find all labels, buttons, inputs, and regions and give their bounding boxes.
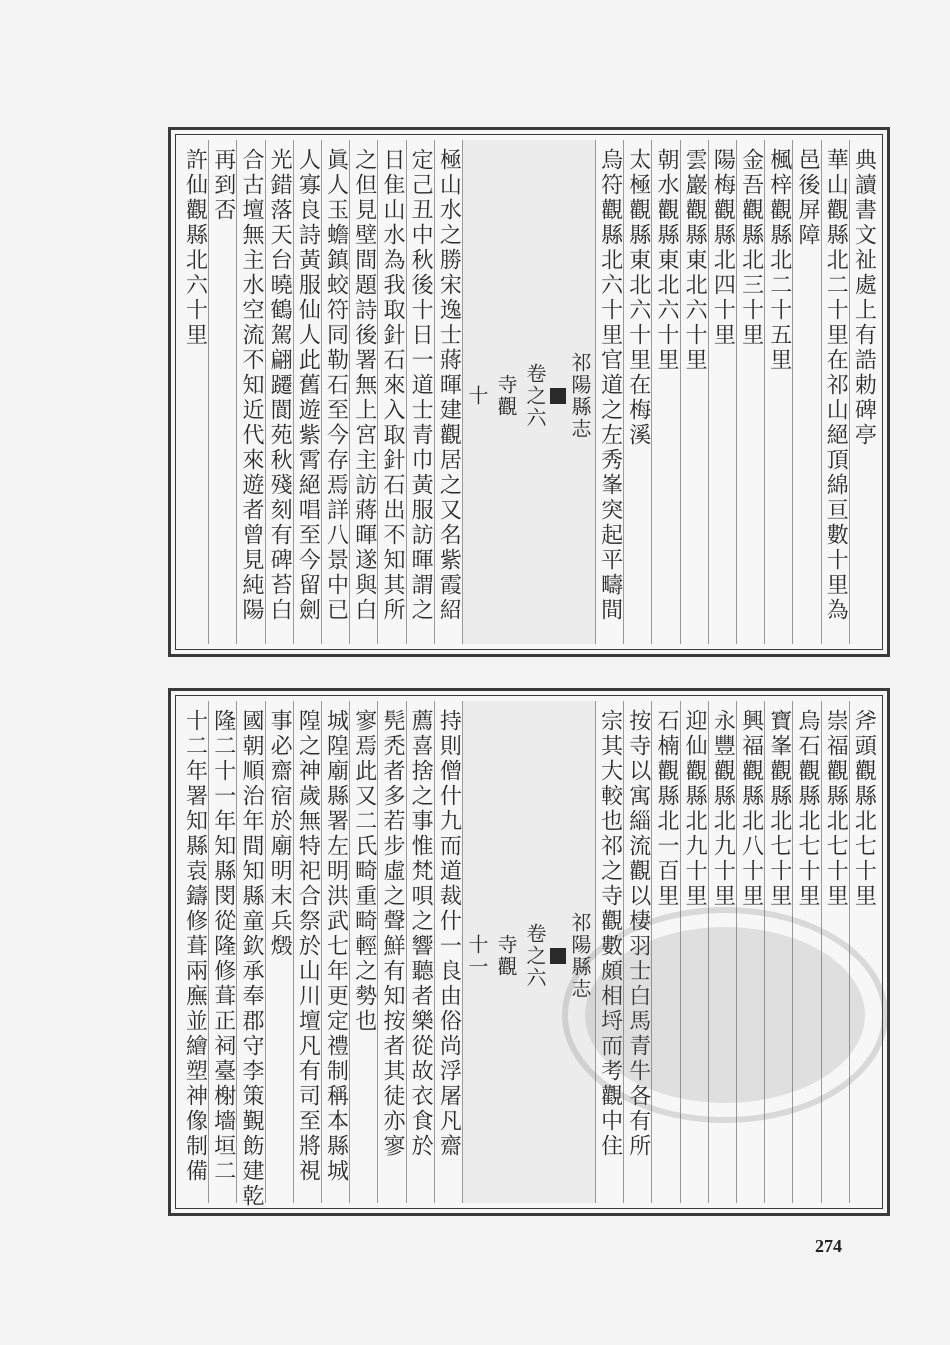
text-column — [349, 701, 377, 1203]
text-line: 日隹山水為我取針石來入取針石出不知其所 — [379, 148, 405, 623]
text-line: 人寡良詩黃服仙人此舊遊紫霄絕唱至今留劍 — [295, 148, 321, 623]
text-column — [434, 140, 462, 644]
text-column — [208, 140, 236, 644]
text-line: 城隍廟縣署左明洪武七年更定禮制稱本縣城 — [323, 709, 349, 1184]
text-column — [708, 140, 736, 644]
text-column — [680, 140, 708, 644]
text-column — [321, 140, 349, 644]
text-column — [208, 701, 236, 1203]
top-page-panel — [168, 127, 890, 657]
text-column — [595, 140, 623, 644]
center-margin-column — [462, 701, 595, 1203]
section-label: 寺觀 — [493, 374, 518, 418]
text-column — [651, 140, 679, 644]
text-column — [651, 701, 679, 1203]
text-line: 定己丑中秋後十日一道士青巾黃服訪暉謂之 — [408, 148, 434, 623]
center-margin — [463, 701, 595, 1203]
text-line: 髡禿者多若步虛之聲鮮有知按者其徒亦寥 — [379, 709, 405, 1159]
text-column — [377, 140, 405, 644]
text-column — [792, 701, 820, 1203]
text-line: 迎仙觀縣北九十里 — [682, 709, 708, 909]
text-line: 典讀書文祉處上有誥勅碑亭 — [851, 148, 877, 448]
text-line: 再到否 — [210, 148, 236, 223]
center-margin — [463, 140, 595, 644]
text-column — [377, 701, 405, 1203]
text-column — [623, 140, 651, 644]
text-line: 隍之神歲無特祀合祭於山川壇凡有司至將視 — [295, 709, 321, 1184]
book-title: 祁陽縣志 — [567, 912, 592, 1000]
text-line: 隆二十一年知縣閔從隆修葺正祠臺榭墻垣二 — [210, 709, 236, 1184]
text-line: 國朝順治年間知縣童欽承奉郡守李策覲飭建乾 — [238, 709, 264, 1209]
text-column — [595, 701, 623, 1203]
fishtail-mark — [550, 948, 566, 964]
text-line: 許仙觀縣北六十里 — [182, 148, 208, 348]
folio-number: 十一 — [464, 934, 489, 978]
text-line: 寶峯觀縣北七十里 — [766, 709, 792, 909]
text-line: 雲巖觀縣東北六十里 — [682, 148, 708, 373]
folio-number: 十 — [464, 385, 489, 407]
text-line: 興福觀縣北八十里 — [738, 709, 764, 909]
center-margin-column — [462, 140, 595, 644]
text-column — [265, 701, 293, 1203]
text-line: 烏符觀縣北六十里官道之左秀峯突起平疇間 — [597, 148, 623, 623]
text-column — [792, 140, 820, 644]
text-line: 陽梅觀縣北四十里 — [710, 148, 736, 348]
text-line: 楓梓觀縣北二十五里 — [766, 148, 792, 373]
text-column — [181, 140, 208, 644]
text-line: 寥焉此又二氏畸重畸輕之勢也 — [351, 709, 377, 1034]
text-line: 華山觀縣北二十里在祁山絕頂綿亘數十里為 — [823, 148, 849, 623]
bottom-page-panel — [168, 688, 890, 1216]
text-column — [406, 140, 434, 644]
text-line: 十二年署知縣袁鑄修葺兩廡並繪塑神像制備 — [182, 709, 208, 1184]
text-column — [736, 140, 764, 644]
text-column — [680, 701, 708, 1203]
text-line: 持則僧什九而道裁什一良由俗尚浮屠凡齋 — [436, 709, 462, 1159]
text-column — [293, 140, 321, 644]
text-line: 按寺以寓緇流觀以棲羽士白馬青牛各有所 — [625, 709, 651, 1159]
text-line: 永豐觀縣北九十里 — [710, 709, 736, 909]
text-column — [623, 701, 651, 1203]
text-line: 極山水之勝宋逸士蔣暉建觀居之又名紫霞紹 — [436, 148, 462, 623]
text-column — [434, 701, 462, 1203]
text-line: 太極觀縣東北六十里在梅溪 — [625, 148, 651, 448]
text-line: 眞人玉蟾鎮蛟符同勒石至今存焉詳八景中已 — [323, 148, 349, 623]
text-line: 宗其大較也祁之寺觀數頗相埒而考觀中住 — [597, 709, 623, 1159]
text-column — [349, 140, 377, 644]
text-column — [406, 701, 434, 1203]
volume-label: 卷之六 — [522, 363, 547, 429]
bottom-text-columns — [181, 701, 877, 1209]
text-line: 崇福觀縣北七十里 — [823, 709, 849, 909]
text-line: 邑後屏障 — [794, 148, 820, 248]
text-column — [764, 140, 792, 644]
text-column — [849, 701, 877, 1203]
text-column — [708, 701, 736, 1203]
text-column — [236, 701, 264, 1209]
text-column — [821, 140, 849, 644]
text-line: 烏石觀縣北七十里 — [794, 709, 820, 909]
page-number: 274 — [815, 1236, 842, 1256]
volume-label: 卷之六 — [522, 923, 547, 989]
top-text-columns — [181, 140, 877, 644]
text-line: 合古壇無主水空流不知近代來遊者曾見純陽 — [238, 148, 264, 623]
text-line: 石楠觀縣北一百里 — [653, 709, 679, 909]
text-line: 事必齋宿於廟明末兵燬 — [267, 709, 293, 959]
text-line: 斧頭觀縣北七十里 — [851, 709, 877, 909]
section-label: 寺觀 — [493, 934, 518, 978]
text-column — [736, 701, 764, 1203]
fishtail-mark — [550, 388, 566, 404]
text-line: 光錯落天台曉鶴駕翩躚閬苑秋殘刻有碑苔白 — [267, 148, 293, 623]
book-title: 祁陽縣志 — [567, 352, 592, 440]
text-line: 朝水觀縣東北六十里 — [653, 148, 679, 373]
text-line: 金吾觀縣北三十里 — [738, 148, 764, 348]
text-column — [821, 701, 849, 1203]
text-column — [849, 140, 877, 644]
text-line: 薦喜捨之事惟梵唄之響聽者樂從故衣食於 — [408, 709, 434, 1159]
text-column — [321, 701, 349, 1203]
text-column — [764, 701, 792, 1203]
text-column — [236, 140, 264, 644]
text-column — [293, 701, 321, 1203]
text-column — [265, 140, 293, 644]
text-line: 之但見壁間題詩後署無上宮主訪蔣暉遂與白 — [351, 148, 377, 623]
text-column — [181, 701, 208, 1203]
